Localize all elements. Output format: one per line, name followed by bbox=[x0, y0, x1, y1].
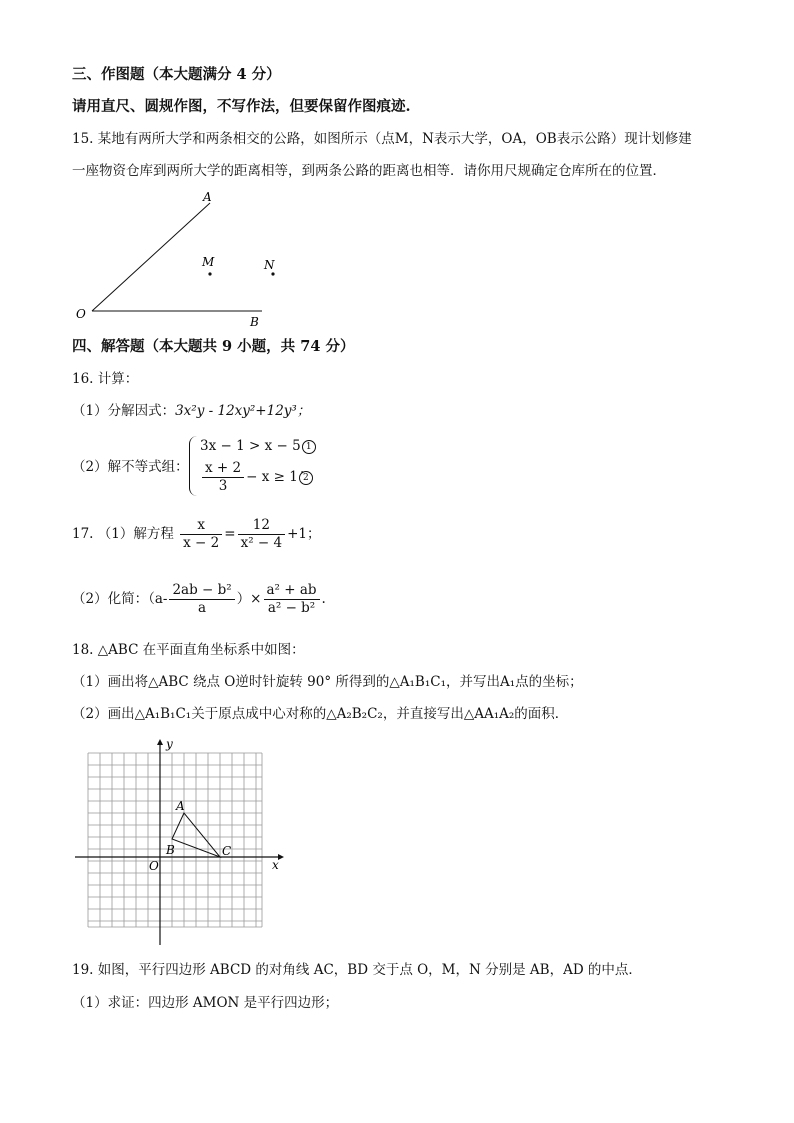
q18-line1: 18. △ABC 在平面直角坐标系中如图： bbox=[72, 642, 305, 658]
q16-part1-label: （1）分解因式： bbox=[72, 403, 176, 419]
q17-fraction-1 bbox=[180, 517, 222, 552]
section-3-instruction: 请用直尺、圆规作图，不写作法，但要保留作图痕迹. bbox=[72, 98, 411, 115]
q17-f4-den: a² − b² bbox=[267, 600, 316, 616]
q17-f1-num: x bbox=[180, 517, 222, 535]
q15-text-line2: 一座物资仓库到两所大学的距离相等，到两条公路的距离也相等．请你用尺规确定仓库所在的位置． bbox=[72, 163, 666, 179]
origin-label: O bbox=[149, 859, 159, 873]
point-C-label: C bbox=[222, 844, 232, 858]
ineq2-rest: − x ≥ 1 bbox=[246, 469, 298, 485]
q19-line2: （1）求证：四边形 AMON 是平行四边形； bbox=[72, 995, 339, 1011]
ineq2-fraction bbox=[202, 460, 244, 495]
q18-line2: （1）画出将△ABC 绕点 O逆时针旋转 90° 所得到的△A₁B₁C₁，并写出A₁点的坐标； bbox=[72, 674, 583, 690]
circled-1-mark: 1 bbox=[302, 440, 316, 454]
q16-ineq2 bbox=[200, 460, 313, 495]
q16-ineq1 bbox=[200, 437, 316, 455]
q15-figure bbox=[70, 185, 290, 335]
q17-part2-label: （2）化简：（a- bbox=[72, 591, 168, 607]
circled-2-mark: 2 bbox=[299, 471, 313, 485]
q19-line1: 19. 如图，平行四边形 ABCD 的对角线 AC，BD 交于点 O，M，N 分别是 AB，AD 的中点． bbox=[72, 962, 642, 978]
coordinate-grid-figure bbox=[70, 735, 290, 950]
q17-tail: +1； bbox=[287, 526, 321, 542]
label-M: M bbox=[202, 255, 215, 269]
q16-end: . bbox=[300, 461, 305, 477]
q17-end: . bbox=[321, 591, 326, 607]
q17-head: 17. （1）解方程 bbox=[72, 526, 174, 542]
q17-fraction-2 bbox=[238, 517, 286, 552]
q16-part2-label: （2）解不等式组： bbox=[72, 459, 189, 475]
q16-part1 bbox=[72, 402, 310, 420]
q18-line3: （2）画出△A₁B₁C₁关于原点成中心对称的△A₂B₂C₂，并直接写出△AA₁A₂的面积． bbox=[72, 706, 569, 722]
q17-f2-den: x² − 4 bbox=[240, 535, 283, 551]
q16-head: 16. 计算： bbox=[72, 371, 139, 387]
q17-f2-num: 12 bbox=[238, 517, 286, 535]
point-A-label: A bbox=[176, 799, 185, 813]
section-4-title: 四、解答题（本大题共 9 小题，共 74 分） bbox=[72, 338, 355, 355]
x-axis-arrow bbox=[278, 854, 284, 860]
q17-f1-den: x − 2 bbox=[183, 535, 220, 551]
label-N: N bbox=[264, 258, 275, 272]
q17-part2 bbox=[72, 582, 326, 617]
section-3-title: 三、作图题（本大题满分 4 分） bbox=[72, 66, 281, 83]
q17-equals: = bbox=[224, 526, 236, 542]
x-axis-label: x bbox=[272, 858, 279, 872]
q17-f3-num: 2ab − b² bbox=[169, 582, 234, 600]
q17-f3-den: a bbox=[198, 600, 207, 616]
point-B-label: B bbox=[166, 843, 175, 857]
q17-part1 bbox=[72, 517, 321, 552]
q15-text-line1: 15. 某地有两所大学和两条相交的公路，如图所示（点M，N表示大学，OA，OB表示公路）现计划修建 bbox=[72, 131, 692, 147]
system-brace bbox=[189, 436, 198, 496]
ineq2-denominator: 3 bbox=[218, 478, 228, 494]
ineq1-expr: 3x − 1 > x − 5 bbox=[200, 438, 301, 454]
q16-part1-expr: 3x²y - 12xy²+12y³； bbox=[175, 403, 311, 419]
label-O: O bbox=[76, 307, 86, 321]
label-A: A bbox=[203, 190, 212, 204]
q17-mid: ）× bbox=[236, 591, 262, 607]
y-axis-arrow bbox=[157, 739, 163, 745]
q17-fraction-4 bbox=[264, 582, 320, 617]
y-axis-label: y bbox=[166, 737, 173, 751]
ineq2-numerator: x + 2 bbox=[202, 460, 244, 478]
label-B: B bbox=[250, 315, 259, 329]
q17-fraction-3 bbox=[169, 582, 234, 617]
q17-f4-num: a² + ab bbox=[264, 582, 320, 600]
